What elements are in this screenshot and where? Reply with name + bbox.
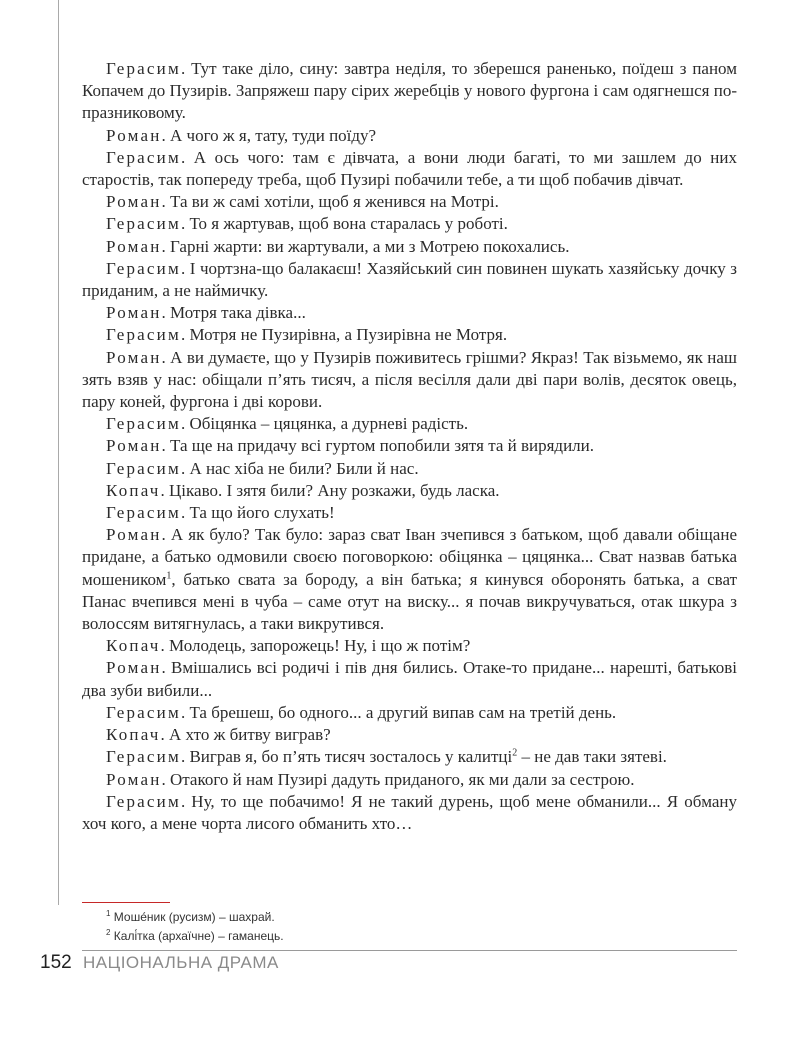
paragraph [82, 524, 737, 635]
line-text: . То я жартував, щоб вона старалась у роботі. [180, 214, 508, 234]
line-text: . Мотря не Пузирівна, а Пузирівна не Мотря. [180, 325, 508, 345]
speaker-name: Копач [106, 725, 161, 745]
paragraph [82, 258, 737, 302]
running-title: НАЦІОНАЛЬНА ДРАМА [83, 953, 279, 972]
speaker-name: Герасим [106, 147, 181, 167]
footnotes [106, 906, 284, 944]
line-text: . Тут таке діло, сину: завтра неділя, то зберешся раненько, поїдеш з паном Копачем до Пузирів. Запряжеш пару сірих жеребців у нового фургона і сам одягнешся по-празниковому. [82, 59, 737, 123]
paragraph [82, 147, 737, 191]
line-text: . А чого ж я, тату, туди поїду? [161, 125, 377, 145]
speaker-name: Роман [106, 303, 162, 323]
paragraph [82, 58, 737, 125]
paragraph [82, 657, 737, 701]
paragraph [82, 236, 737, 258]
line-text: . А нас хіба не били? Били й нас. [180, 458, 419, 478]
line-text: . Та що його слухать! [180, 503, 335, 523]
paragraph [82, 191, 737, 213]
paragraph [82, 702, 737, 724]
speaker-name: Копач [106, 636, 161, 656]
paragraph [82, 502, 737, 524]
speaker-name: Копач [106, 480, 161, 500]
speaker-name: Герасим [106, 258, 181, 278]
play-text [82, 58, 737, 835]
page-number: 152 [40, 952, 72, 973]
speaker-name: Герасим [106, 503, 181, 523]
line-text: . Гарні жарти: ви жартували, а ми з Мотрею покохались. [161, 236, 570, 256]
footer-divider [82, 950, 737, 951]
line-text: . Молодець, запорожець! Ну, і що ж потім? [160, 636, 471, 656]
line-text: . Виграв я, бо п’ять тисяч зосталось у калитці [180, 747, 513, 767]
margin-line [58, 0, 59, 905]
speaker-name: Герасим [106, 702, 181, 722]
speaker-name: Герасим [106, 458, 181, 478]
paragraph [82, 125, 737, 147]
paragraph [82, 635, 737, 657]
speaker-name: Герасим [106, 791, 181, 811]
speaker-name: Герасим [106, 59, 181, 78]
paragraph [82, 413, 737, 435]
footnote-ref: 1 [166, 570, 172, 582]
speaker-name: Роман [106, 658, 162, 678]
footnote [106, 906, 284, 925]
paragraph [82, 213, 737, 235]
paragraph [82, 769, 737, 791]
line-text: . А ось чого: там є дівчата, а вони люди багаті, то ми зашлем до них старостів, так попереду треба, щоб Пузирі побачили тебе, а ти щоб побачив дівчат. [82, 147, 737, 190]
footnote [106, 925, 284, 944]
speaker-name: Роман [106, 525, 162, 545]
line-text-cont: – не дав таки зятеві. [517, 747, 667, 767]
line-text: . І чортзна-що балакаєш! Хазяйський син повинен шукать хазяйську дочку з приданим, а не наймичку. [82, 258, 737, 301]
line-text: . Та ви ж самі хотіли, щоб я женився на Мотрі. [161, 192, 499, 212]
paragraph [82, 435, 737, 457]
line-text: . А хто ж битву виграв? [160, 725, 331, 745]
line-text: . Отакого й нам Пузирі дадуть приданого, як ми дали за сестрою. [161, 769, 635, 789]
speaker-name: Роман [106, 436, 162, 456]
paragraph [82, 324, 737, 346]
footnote-number: 1 [106, 909, 111, 918]
footnote-text: Калі́тка (архаїчне) – гаманець. [110, 929, 284, 943]
footnote-ref: 2 [512, 747, 518, 759]
line-text: . А як було? Так було: зараз сват Іван зчепився з батьком, щоб давали обіщане придане, а батько одмовили своєю поговоркою: обіцянка – цяцянка... Сват назвав батька мошеником [82, 525, 737, 589]
paragraph [82, 480, 737, 502]
speaker-name: Роман [106, 125, 162, 145]
paragraph [82, 458, 737, 480]
footnote-number: 2 [106, 928, 111, 937]
line-text: . Та брешеш, бо одного... а другий випав сам на третій день. [180, 702, 617, 722]
line-text: . Та ще на придачу всі гуртом попобили зятя та й вирядили. [161, 436, 595, 456]
footnote-text: Моше́ник (русизм) – шахрай. [110, 910, 275, 924]
line-text: . А ви думаєте, що у Пузирів поживитесь грішми? Якраз! Так візьмемо, як наш зять взяв у нас: обіщали п’ять тисяч, а після весілля дали дві пари волів, десяток овець, пару коней, фургона і дві корови. [82, 347, 737, 412]
speaker-name: Роман [106, 347, 162, 367]
paragraph [82, 746, 737, 768]
line-text-cont: , батько свата за бороду, а він батька; я кинувся оборонять батька, а сват Панас вчепився мені в чуба – саме отут на виску... я почав викручуваться, отак шкура з волоссям витягнулась, а таки викрутився. [82, 569, 737, 634]
line-text: . Ну, то ще побачимо! Я не такий дурень, щоб мене обманили... Я обману хоч кого, а мене чорта лисого обманить хто… [82, 791, 737, 833]
speaker-name: Роман [106, 769, 162, 789]
footnote-divider [82, 902, 170, 903]
paragraph [82, 347, 737, 414]
speaker-name: Герасим [106, 747, 181, 767]
paragraph [82, 791, 737, 835]
speaker-name: Герасим [106, 414, 181, 434]
speaker-name: Роман [106, 236, 162, 256]
paragraph [82, 724, 737, 746]
speaker-name: Роман [106, 192, 162, 212]
speaker-name: Герасим [106, 325, 181, 345]
line-text: . Вмішались всі родичі і пів дня бились. Отаке-то придане... нарешті, батькові два зуби вибили... [82, 658, 737, 700]
line-text: . Обіцянка – цяцянка, а дурневі радість. [180, 414, 469, 434]
speaker-name: Герасим [106, 214, 181, 234]
line-text: . Цікаво. І зятя били? Ану розкажи, будь ласка. [160, 480, 500, 500]
paragraph [82, 302, 737, 324]
line-text: . Мотря така дівка... [161, 303, 306, 323]
